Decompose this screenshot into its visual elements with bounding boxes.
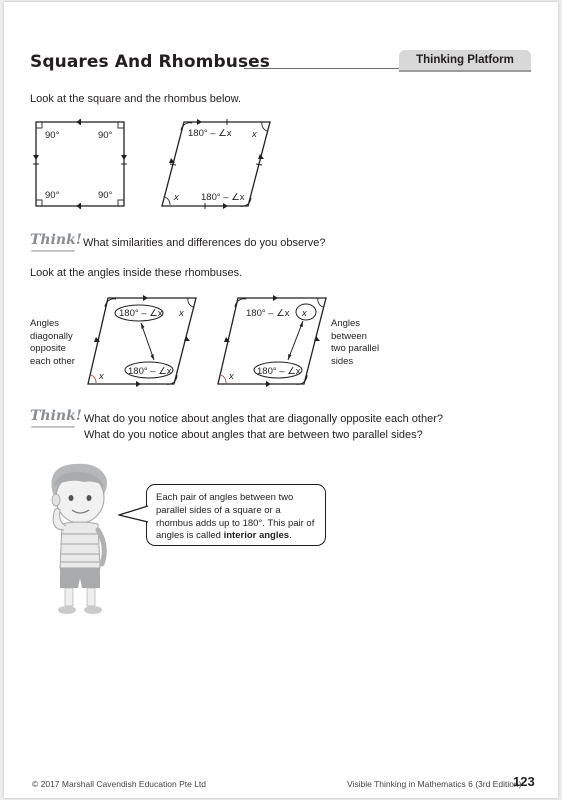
intro-text: Look at the square and the rhombus below. bbox=[30, 93, 241, 105]
square-angle-tl: 90° bbox=[45, 130, 60, 141]
rhombus-figure bbox=[154, 114, 284, 214]
parallel-angle-tr: x bbox=[302, 308, 307, 319]
square-angle-bl: 90° bbox=[45, 190, 60, 201]
interior-angles-term: interior angles bbox=[223, 530, 290, 542]
parallel-label: Angles between two parallel sides bbox=[331, 318, 380, 367]
page-title: Squares And Rhombuses bbox=[30, 52, 271, 72]
think-question-2a: What do you notice about angles that are diagonally opposite each other? bbox=[84, 413, 443, 425]
square-figure bbox=[26, 114, 136, 214]
rhombus-angle-tl: 180° – ∠x bbox=[188, 128, 232, 139]
speech-bubble: Each pair of angles between two parallel sides of a square or a rhombus adds up to 180°. This pair of angles is called interior angles. bbox=[146, 484, 326, 546]
parallel-angle-bl: x bbox=[229, 371, 234, 382]
think-question-2b: What do you notice about angles that are between two parallel sides? bbox=[84, 429, 423, 441]
speech-bubble-tail bbox=[118, 504, 150, 526]
square-angle-br: 90° bbox=[98, 190, 113, 201]
page-number: 123 bbox=[513, 774, 535, 789]
rhombus-angle-bl: x bbox=[174, 192, 179, 203]
think-question-1: What similarities and differences do you observe? bbox=[83, 237, 326, 249]
section-tab: Thinking Platform bbox=[399, 50, 531, 70]
rhombus-angle-tr: x bbox=[252, 129, 257, 140]
diag-angle-tl: 180° – ∠x bbox=[119, 308, 163, 319]
worksheet-page bbox=[4, 2, 558, 798]
think-underline-1 bbox=[31, 250, 75, 252]
rhombus-parallel-figure bbox=[216, 292, 334, 392]
diag-angle-bl: x bbox=[99, 371, 104, 382]
think-label-2: Think! bbox=[30, 408, 82, 424]
book-title: Visible Thinking in Mathematics 6 (3rd Edition) bbox=[347, 779, 522, 789]
copyright-text: © 2017 Marshall Cavendish Education Pte Ltd bbox=[32, 779, 207, 789]
diagonal-label: Angles diagonally opposite each other bbox=[30, 318, 75, 367]
square-angle-tr: 90° bbox=[98, 130, 113, 141]
parallel-angle-tl: 180° – ∠x bbox=[246, 308, 290, 319]
section-tab-underline bbox=[399, 70, 531, 72]
title-rule bbox=[244, 68, 399, 69]
parallel-angle-br: 180° – ∠x bbox=[257, 366, 301, 377]
think-label-1: Think! bbox=[30, 232, 82, 248]
boy-illustration bbox=[44, 460, 116, 620]
think-underline-2 bbox=[31, 426, 75, 428]
section2-text: Look at the angles inside these rhombuses. bbox=[30, 267, 243, 279]
rhombus-diagonal-figure bbox=[86, 292, 204, 392]
rhombus-angle-br: 180° – ∠x bbox=[201, 192, 245, 203]
diag-angle-tr: x bbox=[179, 308, 184, 319]
diag-angle-br: 180° – ∠x bbox=[128, 366, 172, 377]
